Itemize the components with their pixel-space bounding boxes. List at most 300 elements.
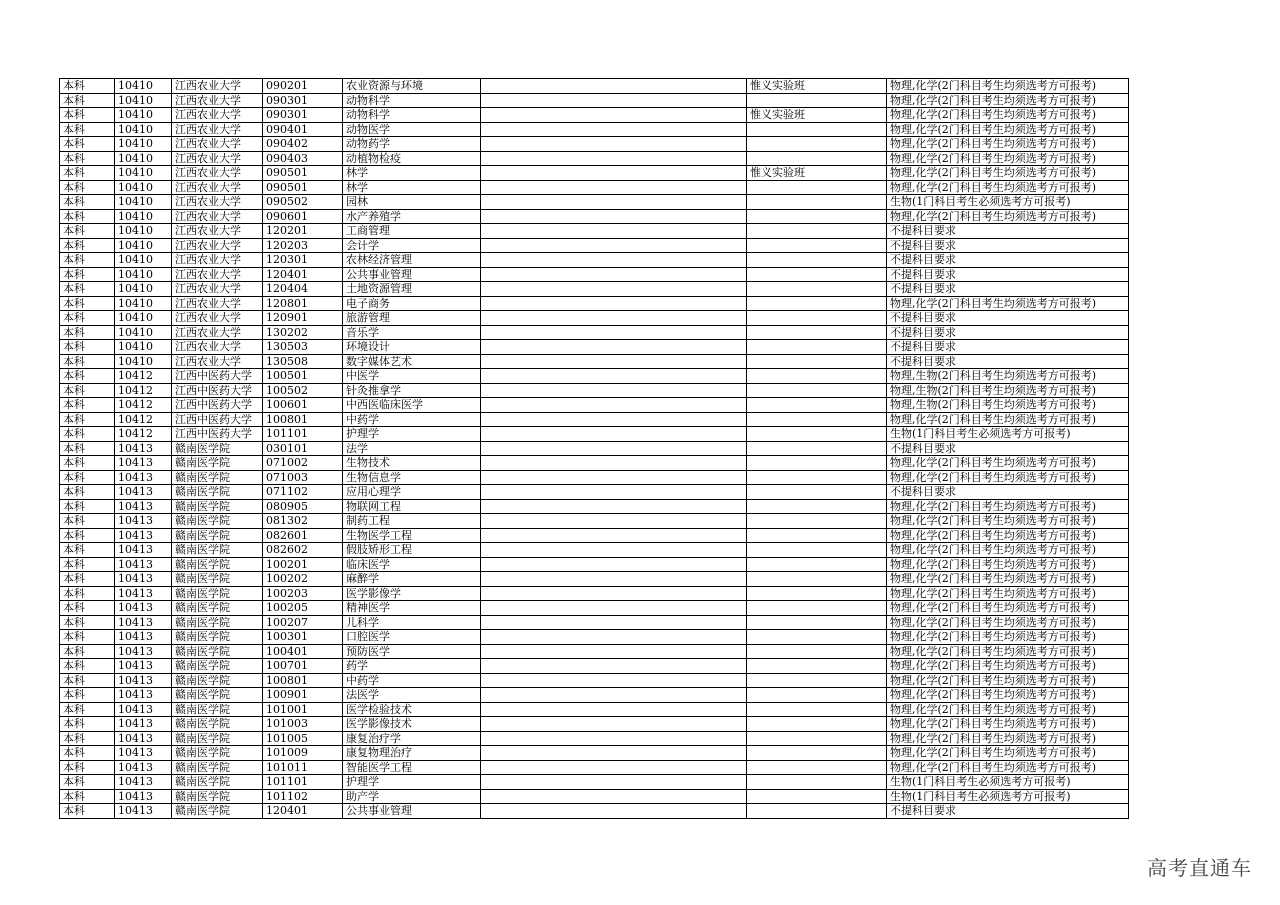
school-code-cell: 10413 [115, 775, 172, 790]
school-name-cell: 赣南医学院 [172, 630, 263, 645]
table-row [60, 369, 1129, 384]
table-row [60, 122, 1129, 137]
subject-requirement-cell: 物理,化学(2门科目考生均须选考方可报考) [887, 151, 1129, 166]
school-name-cell: 赣南医学院 [172, 731, 263, 746]
table-row [60, 557, 1129, 572]
major-code-cell: 100801 [263, 673, 343, 688]
major-name-cell: 法医学 [343, 688, 481, 703]
note-cell [481, 644, 747, 659]
note-cell [481, 615, 747, 630]
school-name-cell: 江西中医药大学 [172, 369, 263, 384]
major-name-cell: 麻醉学 [343, 572, 481, 587]
major-code-cell: 100201 [263, 557, 343, 572]
major-name-cell: 康复物理治疗 [343, 746, 481, 761]
school-name-cell: 赣南医学院 [172, 644, 263, 659]
major-name-cell: 药学 [343, 659, 481, 674]
class-type-cell [747, 746, 887, 761]
note-cell [481, 499, 747, 514]
class-type-cell [747, 282, 887, 297]
school-name-cell: 江西农业大学 [172, 93, 263, 108]
class-type-cell [747, 340, 887, 355]
major-code-cell: 101101 [263, 775, 343, 790]
subject-requirement-cell: 不提科目要求 [887, 485, 1129, 500]
major-name-cell: 护理学 [343, 775, 481, 790]
major-name-cell: 音乐学 [343, 325, 481, 340]
subject-requirement-cell: 不提科目要求 [887, 340, 1129, 355]
table-row [60, 282, 1129, 297]
level-cell: 本科 [60, 717, 115, 732]
note-cell [481, 630, 747, 645]
major-code-cell: 120201 [263, 224, 343, 239]
school-name-cell: 赣南医学院 [172, 601, 263, 616]
note-cell [481, 108, 747, 123]
note-cell [481, 93, 747, 108]
school-name-cell: 江西农业大学 [172, 108, 263, 123]
subject-requirement-cell: 不提科目要求 [887, 441, 1129, 456]
major-name-cell: 会计学 [343, 238, 481, 253]
school-name-cell: 赣南医学院 [172, 456, 263, 471]
level-cell: 本科 [60, 485, 115, 500]
table-row [60, 93, 1129, 108]
major-name-cell: 动植物检疫 [343, 151, 481, 166]
class-type-cell [747, 601, 887, 616]
school-name-cell: 江西农业大学 [172, 253, 263, 268]
level-cell: 本科 [60, 688, 115, 703]
level-cell: 本科 [60, 267, 115, 282]
school-name-cell: 赣南医学院 [172, 528, 263, 543]
note-cell [481, 789, 747, 804]
subject-requirement-cell: 物理,化学(2门科目考生均须选考方可报考) [887, 412, 1129, 427]
note-cell [481, 398, 747, 413]
table-row [60, 673, 1129, 688]
school-name-cell: 赣南医学院 [172, 760, 263, 775]
major-code-cell: 030101 [263, 441, 343, 456]
class-type-cell [747, 659, 887, 674]
class-type-cell [747, 325, 887, 340]
subject-requirement-cell: 物理,化学(2门科目考生均须选考方可报考) [887, 180, 1129, 195]
note-cell [481, 427, 747, 442]
class-type-cell [747, 702, 887, 717]
major-name-cell: 动物科学 [343, 93, 481, 108]
class-type-cell [747, 485, 887, 500]
table-row [60, 340, 1129, 355]
class-type-cell: 惟义实验班 [747, 79, 887, 94]
school-code-cell: 10413 [115, 485, 172, 500]
class-type-cell [747, 180, 887, 195]
subject-requirement-cell: 生物(1门科目考生必须选考方可报考) [887, 789, 1129, 804]
level-cell: 本科 [60, 79, 115, 94]
subject-requirement-cell: 生物(1门科目考生必须选考方可报考) [887, 775, 1129, 790]
major-name-cell: 动物药学 [343, 137, 481, 152]
table-row [60, 325, 1129, 340]
note-cell [481, 325, 747, 340]
subject-requirement-cell: 物理,化学(2门科目考生均须选考方可报考) [887, 557, 1129, 572]
subject-requirement-cell: 物理,化学(2门科目考生均须选考方可报考) [887, 760, 1129, 775]
school-code-cell: 10413 [115, 659, 172, 674]
note-cell [481, 267, 747, 282]
level-cell: 本科 [60, 731, 115, 746]
level-cell: 本科 [60, 369, 115, 384]
subject-requirement-cell: 物理,化学(2门科目考生均须选考方可报考) [887, 601, 1129, 616]
school-name-cell: 江西农业大学 [172, 224, 263, 239]
table-row [60, 412, 1129, 427]
note-cell [481, 180, 747, 195]
level-cell: 本科 [60, 93, 115, 108]
school-code-cell: 10413 [115, 514, 172, 529]
school-name-cell: 赣南医学院 [172, 557, 263, 572]
table-row [60, 731, 1129, 746]
major-name-cell: 医学影像学 [343, 586, 481, 601]
class-type-cell [747, 441, 887, 456]
class-type-cell [747, 470, 887, 485]
subject-requirement-cell: 物理,化学(2门科目考生均须选考方可报考) [887, 122, 1129, 137]
level-cell: 本科 [60, 630, 115, 645]
major-code-cell: 100501 [263, 369, 343, 384]
table-row [60, 746, 1129, 761]
note-cell [481, 383, 747, 398]
school-code-cell: 10413 [115, 441, 172, 456]
school-code-cell: 10410 [115, 195, 172, 210]
level-cell: 本科 [60, 441, 115, 456]
table-body [60, 79, 1129, 819]
major-name-cell: 环境设计 [343, 340, 481, 355]
table-row [60, 441, 1129, 456]
level-cell: 本科 [60, 195, 115, 210]
school-code-cell: 10410 [115, 224, 172, 239]
school-name-cell: 江西中医药大学 [172, 412, 263, 427]
note-cell [481, 137, 747, 152]
major-code-cell: 100801 [263, 412, 343, 427]
level-cell: 本科 [60, 804, 115, 819]
note-cell [481, 746, 747, 761]
note-cell [481, 122, 747, 137]
table-row [60, 398, 1129, 413]
major-code-cell: 071002 [263, 456, 343, 471]
school-name-cell: 赣南医学院 [172, 702, 263, 717]
major-name-cell: 护理学 [343, 427, 481, 442]
class-type-cell [747, 586, 887, 601]
level-cell: 本科 [60, 528, 115, 543]
major-name-cell: 电子商务 [343, 296, 481, 311]
major-code-cell: 090502 [263, 195, 343, 210]
major-code-cell: 071102 [263, 485, 343, 500]
major-code-cell: 120801 [263, 296, 343, 311]
school-code-cell: 10410 [115, 311, 172, 326]
table-row [60, 151, 1129, 166]
major-name-cell: 口腔医学 [343, 630, 481, 645]
level-cell: 本科 [60, 644, 115, 659]
level-cell: 本科 [60, 601, 115, 616]
table-row [60, 296, 1129, 311]
level-cell: 本科 [60, 383, 115, 398]
subject-requirement-cell: 生物(1门科目考生必须选考方可报考) [887, 195, 1129, 210]
table-row [60, 630, 1129, 645]
table-row [60, 238, 1129, 253]
major-name-cell: 中医学 [343, 369, 481, 384]
major-name-cell: 中西医临床医学 [343, 398, 481, 413]
school-name-cell: 赣南医学院 [172, 673, 263, 688]
class-type-cell [747, 238, 887, 253]
major-name-cell: 制药工程 [343, 514, 481, 529]
school-code-cell: 10410 [115, 296, 172, 311]
school-code-cell: 10413 [115, 804, 172, 819]
school-name-cell: 江西农业大学 [172, 79, 263, 94]
school-name-cell: 赣南医学院 [172, 775, 263, 790]
major-code-cell: 100502 [263, 383, 343, 398]
level-cell: 本科 [60, 238, 115, 253]
major-name-cell: 儿科学 [343, 615, 481, 630]
school-code-cell: 10410 [115, 340, 172, 355]
class-type-cell [747, 760, 887, 775]
major-name-cell: 法学 [343, 441, 481, 456]
major-name-cell: 物联网工程 [343, 499, 481, 514]
note-cell [481, 209, 747, 224]
note-cell [481, 354, 747, 369]
subject-requirement-cell: 物理,化学(2门科目考生均须选考方可报考) [887, 528, 1129, 543]
major-name-cell: 康复治疗学 [343, 731, 481, 746]
subject-requirement-cell: 物理,生物(2门科目考生均须选考方可报考) [887, 398, 1129, 413]
school-code-cell: 10413 [115, 572, 172, 587]
major-code-cell: 120401 [263, 804, 343, 819]
major-name-cell: 公共事业管理 [343, 267, 481, 282]
major-name-cell: 农业资源与环境 [343, 79, 481, 94]
school-name-cell: 江西农业大学 [172, 311, 263, 326]
school-code-cell: 10413 [115, 717, 172, 732]
major-name-cell: 假肢矫形工程 [343, 543, 481, 558]
school-code-cell: 10413 [115, 644, 172, 659]
class-type-cell [747, 644, 887, 659]
major-code-cell: 090201 [263, 79, 343, 94]
subject-requirement-cell: 不提科目要求 [887, 311, 1129, 326]
school-code-cell: 10413 [115, 470, 172, 485]
note-cell [481, 514, 747, 529]
major-name-cell: 生物技术 [343, 456, 481, 471]
level-cell: 本科 [60, 514, 115, 529]
school-name-cell: 江西中医药大学 [172, 427, 263, 442]
table-row [60, 775, 1129, 790]
table-row [60, 267, 1129, 282]
table-row [60, 543, 1129, 558]
table-row [60, 108, 1129, 123]
major-name-cell: 土地资源管理 [343, 282, 481, 297]
table-row [60, 804, 1129, 819]
table-row [60, 789, 1129, 804]
subject-requirement-cell: 不提科目要求 [887, 354, 1129, 369]
major-name-cell: 临床医学 [343, 557, 481, 572]
table-row [60, 195, 1129, 210]
class-type-cell: 惟义实验班 [747, 166, 887, 181]
school-code-cell: 10410 [115, 151, 172, 166]
subject-requirement-cell: 物理,化学(2门科目考生均须选考方可报考) [887, 572, 1129, 587]
note-cell [481, 195, 747, 210]
subject-requirement-cell: 不提科目要求 [887, 804, 1129, 819]
table-row [60, 688, 1129, 703]
school-code-cell: 10413 [115, 731, 172, 746]
school-code-cell: 10413 [115, 760, 172, 775]
class-type-cell [747, 543, 887, 558]
school-code-cell: 10410 [115, 253, 172, 268]
note-cell [481, 470, 747, 485]
major-code-cell: 101009 [263, 746, 343, 761]
major-code-cell: 120901 [263, 311, 343, 326]
subject-requirement-cell: 物理,化学(2门科目考生均须选考方可报考) [887, 79, 1129, 94]
table-row [60, 485, 1129, 500]
subject-requirement-cell: 物理,化学(2门科目考生均须选考方可报考) [887, 93, 1129, 108]
major-name-cell: 精神医学 [343, 601, 481, 616]
level-cell: 本科 [60, 746, 115, 761]
level-cell: 本科 [60, 224, 115, 239]
major-name-cell: 预防医学 [343, 644, 481, 659]
subject-requirement-cell: 物理,生物(2门科目考生均须选考方可报考) [887, 383, 1129, 398]
subject-requirement-cell: 物理,生物(2门科目考生均须选考方可报考) [887, 369, 1129, 384]
note-cell [481, 441, 747, 456]
major-code-cell: 101003 [263, 717, 343, 732]
level-cell: 本科 [60, 702, 115, 717]
note-cell [481, 166, 747, 181]
table-row [60, 79, 1129, 94]
note-cell [481, 253, 747, 268]
major-code-cell: 120203 [263, 238, 343, 253]
school-code-cell: 10410 [115, 325, 172, 340]
table-row [60, 166, 1129, 181]
class-type-cell [747, 383, 887, 398]
school-code-cell: 10410 [115, 79, 172, 94]
major-name-cell: 助产学 [343, 789, 481, 804]
school-name-cell: 江西农业大学 [172, 296, 263, 311]
subject-requirement-cell: 物理,化学(2门科目考生均须选考方可报考) [887, 659, 1129, 674]
level-cell: 本科 [60, 412, 115, 427]
school-code-cell: 10410 [115, 180, 172, 195]
school-name-cell: 赣南医学院 [172, 615, 263, 630]
level-cell: 本科 [60, 775, 115, 790]
major-name-cell: 林学 [343, 166, 481, 181]
note-cell [481, 528, 747, 543]
class-type-cell: 惟义实验班 [747, 108, 887, 123]
major-code-cell: 100203 [263, 586, 343, 601]
subject-requirement-cell: 不提科目要求 [887, 238, 1129, 253]
subject-requirement-cell: 物理,化学(2门科目考生均须选考方可报考) [887, 456, 1129, 471]
class-type-cell [747, 804, 887, 819]
note-cell [481, 702, 747, 717]
level-cell: 本科 [60, 398, 115, 413]
subject-requirement-cell: 物理,化学(2门科目考生均须选考方可报考) [887, 717, 1129, 732]
subject-requirement-cell: 物理,化学(2门科目考生均须选考方可报考) [887, 137, 1129, 152]
major-code-cell: 081302 [263, 514, 343, 529]
class-type-cell [747, 122, 887, 137]
school-name-cell: 赣南医学院 [172, 659, 263, 674]
school-code-cell: 10413 [115, 557, 172, 572]
level-cell: 本科 [60, 760, 115, 775]
subject-requirement-cell: 不提科目要求 [887, 267, 1129, 282]
major-code-cell: 090301 [263, 93, 343, 108]
subject-requirement-cell: 不提科目要求 [887, 282, 1129, 297]
school-code-cell: 10413 [115, 746, 172, 761]
table-row [60, 601, 1129, 616]
major-name-cell: 医学检验技术 [343, 702, 481, 717]
level-cell: 本科 [60, 340, 115, 355]
subject-requirement-cell: 不提科目要求 [887, 224, 1129, 239]
school-name-cell: 赣南医学院 [172, 470, 263, 485]
level-cell: 本科 [60, 586, 115, 601]
class-type-cell [747, 427, 887, 442]
school-name-cell: 赣南医学院 [172, 441, 263, 456]
level-cell: 本科 [60, 151, 115, 166]
major-code-cell: 080905 [263, 499, 343, 514]
class-type-cell [747, 253, 887, 268]
subject-requirement-cell: 物理,化学(2门科目考生均须选考方可报考) [887, 209, 1129, 224]
subject-requirement-cell: 物理,化学(2门科目考生均须选考方可报考) [887, 615, 1129, 630]
school-name-cell: 江西农业大学 [172, 122, 263, 137]
note-cell [481, 543, 747, 558]
subject-requirement-cell: 不提科目要求 [887, 325, 1129, 340]
school-name-cell: 赣南医学院 [172, 804, 263, 819]
subject-requirement-cell: 物理,化学(2门科目考生均须选考方可报考) [887, 702, 1129, 717]
major-name-cell: 智能医学工程 [343, 760, 481, 775]
class-type-cell [747, 557, 887, 572]
major-name-cell: 林学 [343, 180, 481, 195]
major-code-cell: 090403 [263, 151, 343, 166]
major-name-cell: 动物医学 [343, 122, 481, 137]
major-name-cell: 动物科学 [343, 108, 481, 123]
school-name-cell: 江西农业大学 [172, 137, 263, 152]
table-row [60, 224, 1129, 239]
school-name-cell: 江西农业大学 [172, 166, 263, 181]
major-name-cell: 医学影像技术 [343, 717, 481, 732]
table-row [60, 456, 1129, 471]
level-cell: 本科 [60, 296, 115, 311]
level-cell: 本科 [60, 470, 115, 485]
subject-requirement-cell: 物理,化学(2门科目考生均须选考方可报考) [887, 108, 1129, 123]
school-name-cell: 江西农业大学 [172, 238, 263, 253]
level-cell: 本科 [60, 282, 115, 297]
class-type-cell [747, 398, 887, 413]
note-cell [481, 456, 747, 471]
class-type-cell [747, 572, 887, 587]
school-code-cell: 10412 [115, 398, 172, 413]
level-cell: 本科 [60, 615, 115, 630]
major-name-cell: 应用心理学 [343, 485, 481, 500]
table-row [60, 586, 1129, 601]
level-cell: 本科 [60, 122, 115, 137]
major-code-cell: 120401 [263, 267, 343, 282]
class-type-cell [747, 615, 887, 630]
major-code-cell: 071003 [263, 470, 343, 485]
note-cell [481, 151, 747, 166]
subject-requirement-cell: 物理,化学(2门科目考生均须选考方可报考) [887, 470, 1129, 485]
major-code-cell: 100207 [263, 615, 343, 630]
level-cell: 本科 [60, 499, 115, 514]
note-cell [481, 238, 747, 253]
major-code-cell: 090501 [263, 166, 343, 181]
class-type-cell [747, 717, 887, 732]
level-cell: 本科 [60, 108, 115, 123]
subject-requirement-cell: 物理,化学(2门科目考生均须选考方可报考) [887, 296, 1129, 311]
subject-requirement-cell: 物理,化学(2门科目考生均须选考方可报考) [887, 630, 1129, 645]
class-type-cell [747, 499, 887, 514]
note-cell [481, 557, 747, 572]
school-name-cell: 江西农业大学 [172, 195, 263, 210]
class-type-cell [747, 514, 887, 529]
major-name-cell: 公共事业管理 [343, 804, 481, 819]
table-row [60, 253, 1129, 268]
school-code-cell: 10413 [115, 543, 172, 558]
major-code-cell: 100401 [263, 644, 343, 659]
major-name-cell: 针灸推拿学 [343, 383, 481, 398]
school-code-cell: 10410 [115, 354, 172, 369]
note-cell [481, 369, 747, 384]
major-name-cell: 生物医学工程 [343, 528, 481, 543]
school-code-cell: 10413 [115, 615, 172, 630]
